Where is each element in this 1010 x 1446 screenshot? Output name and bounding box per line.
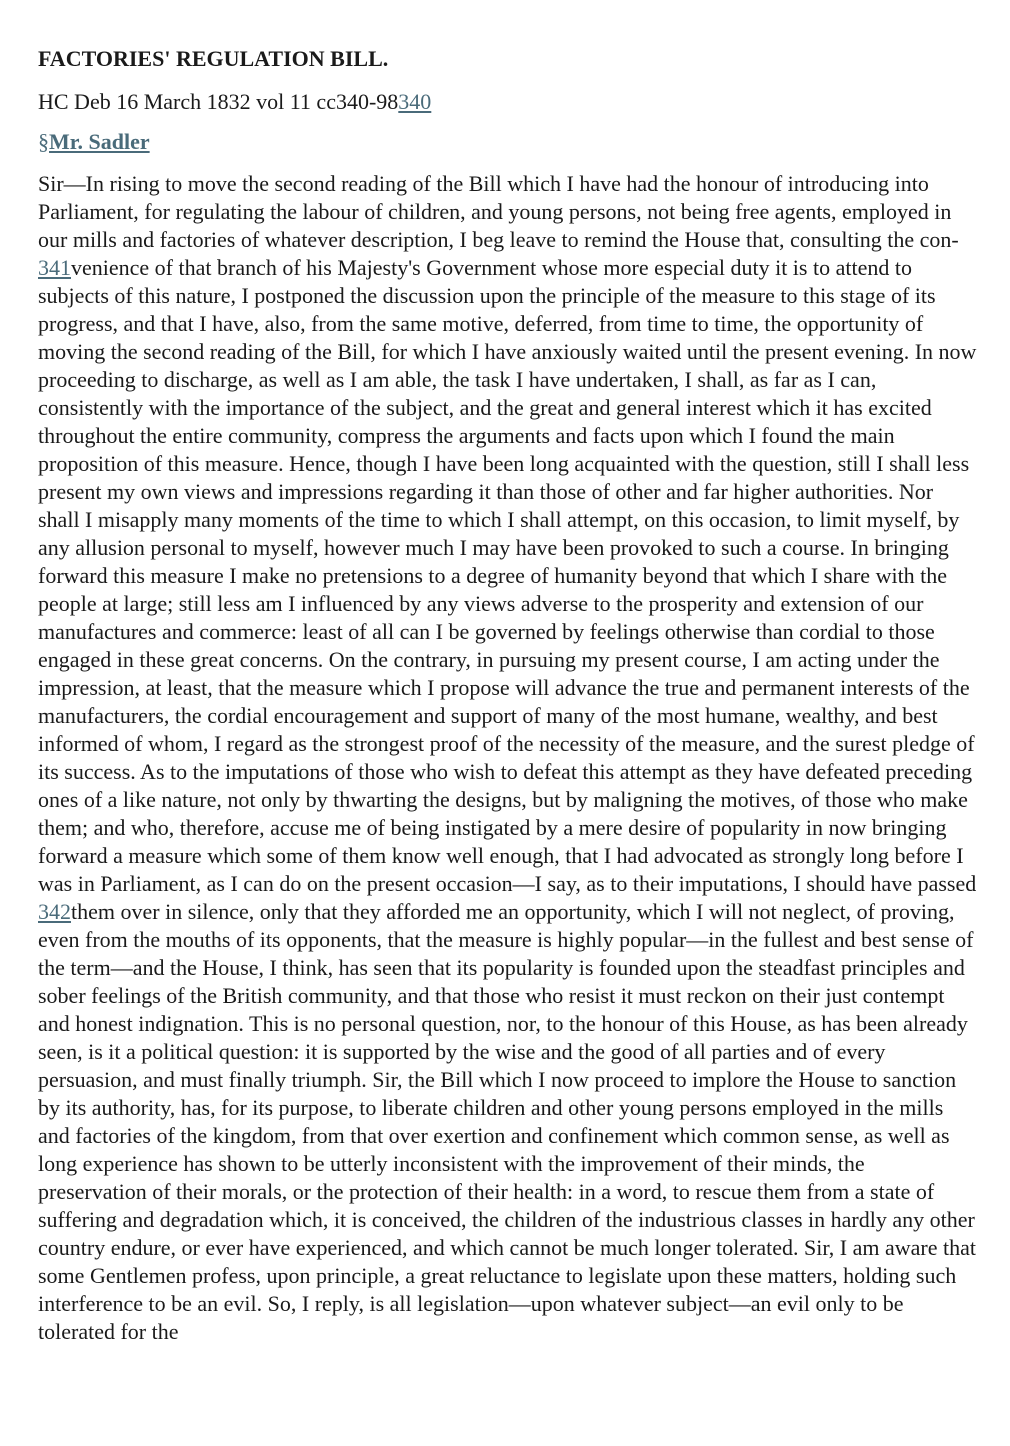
citation-text: HC Deb 16 March 1832 vol 11 cc340-98: [38, 89, 399, 114]
column-341-link[interactable]: 341: [38, 255, 71, 280]
speech-text-part-1: Sir—In rising to move the second reading of the Bill which I have had the honour of introducing into Parliament, for regulating the labour of children, and young persons, not being free agents, employed in our mills and factories of whatever description, I beg leave to remind the House that, consulting the con-: [38, 171, 959, 252]
speaker-name-link[interactable]: Mr. Sadler: [49, 129, 150, 154]
document-page: [38, 44, 978, 1346]
bill-title: FACTORIES' REGULATION BILL.: [38, 46, 389, 71]
column-340-link[interactable]: 340: [398, 89, 432, 114]
column-342-link[interactable]: 342: [38, 899, 71, 924]
speech-text-part-3: them over in silence, only that they afforded me an opportunity, which I will not neglect, of proving, even from the mouths of its opponents, that the measure is highly popular—in the fullest and best sense of the term—and the House, I think, has seen that its popularity is founded upon the steadfast principles and sober feelings of the British community, and that those who resist it must reckon on their just contempt and honest indignation. This is no personal question, nor, to the honour of this House, as has been already seen, is it a political question: it is supported by the wise and the good of all parties and of every persuasion, and must finally triumph. Sir, the Bill which I now proceed to implore the House to sanction by its authority, has, for its purpose, to liberate children and other young persons employed in the mills and factories of the kingdom, from that over exertion and confinement which common sense, as well as long experience has shown to be utterly inconsistent with the improvement of their minds, the preservation of their morals, or the protection of their health: in a word, to rescue them from a state of suffering and degradation which, it is conceived, the children of the industrious classes in hardly any other country endure, or ever have experienced, and which cannot be much longer tolerated. Sir, I am aware that some Gentlemen profess, upon principle, a great reluctance to legislate upon these matters, holding such interference to be an evil. So, I reply, is all legislation—upon whatever subject—an evil only to be tolerated for the: [38, 899, 976, 1344]
speaker-heading: [38, 128, 978, 156]
speech-paragraph: [38, 170, 978, 1346]
speech-text-part-2: venience of that branch of his Majesty's Government whose more especial duty it is to attend to subjects of this nature, I postponed the discussion upon the principle of the measure to this stage of its progress, and that I have, also, from the same motive, deferred, from time to time, the opportunity of moving the second reading of the Bill, for which I have anxiously waited until the present evening. In now proceeding to discharge, as well as I am able, the task I have undertaken, I shall, as far as I can, consistently with the importance of the subject, and the great and general interest which it has excited throughout the entire community, compress the arguments and facts upon which I found the main proposition of this measure. Hence, though I have been long acquainted with the question, still I shall less present my own views and impressions regarding it than those of other and far higher authorities. Nor shall I misapply many moments of the time to which I shall attempt, on this occasion, to limit myself, by any allusion personal to myself, however much I may have been provoked to such a course. In bringing forward this measure I make no pretensions to a degree of humanity beyond that which I share with the people at large; still less am I influenced by any views adverse to the prosperity and extension of our manufactures and commerce: least of all can I be governed by feelings otherwise than cordial to those engaged in these great concerns. On the contrary, in pursuing my present course, I am acting under the impression, at least, that the measure which I propose will advance the true and permanent interests of the manufacturers, the cordial encouragement and support of many of the most humane, wealthy, and best informed of whom, I regard as the strongest proof of the necessity of the measure, and the surest pledge of its success. As to the imputations of those who wish to defeat this attempt as they have defeated preceding ones of a like nature, not only by thwarting the designs, but by maligning the motives, of those who make them; and who, therefore, accuse me of being instigated by a mere desire of popularity in now bringing forward a measure which some of them know well enough, that I had advocated as strongly long before I was in Parliament, as I can do on the present occasion—I say, as to their imputations, I should have passed: [38, 255, 977, 896]
section-mark: §: [38, 129, 49, 154]
hansard-citation: [38, 88, 978, 116]
